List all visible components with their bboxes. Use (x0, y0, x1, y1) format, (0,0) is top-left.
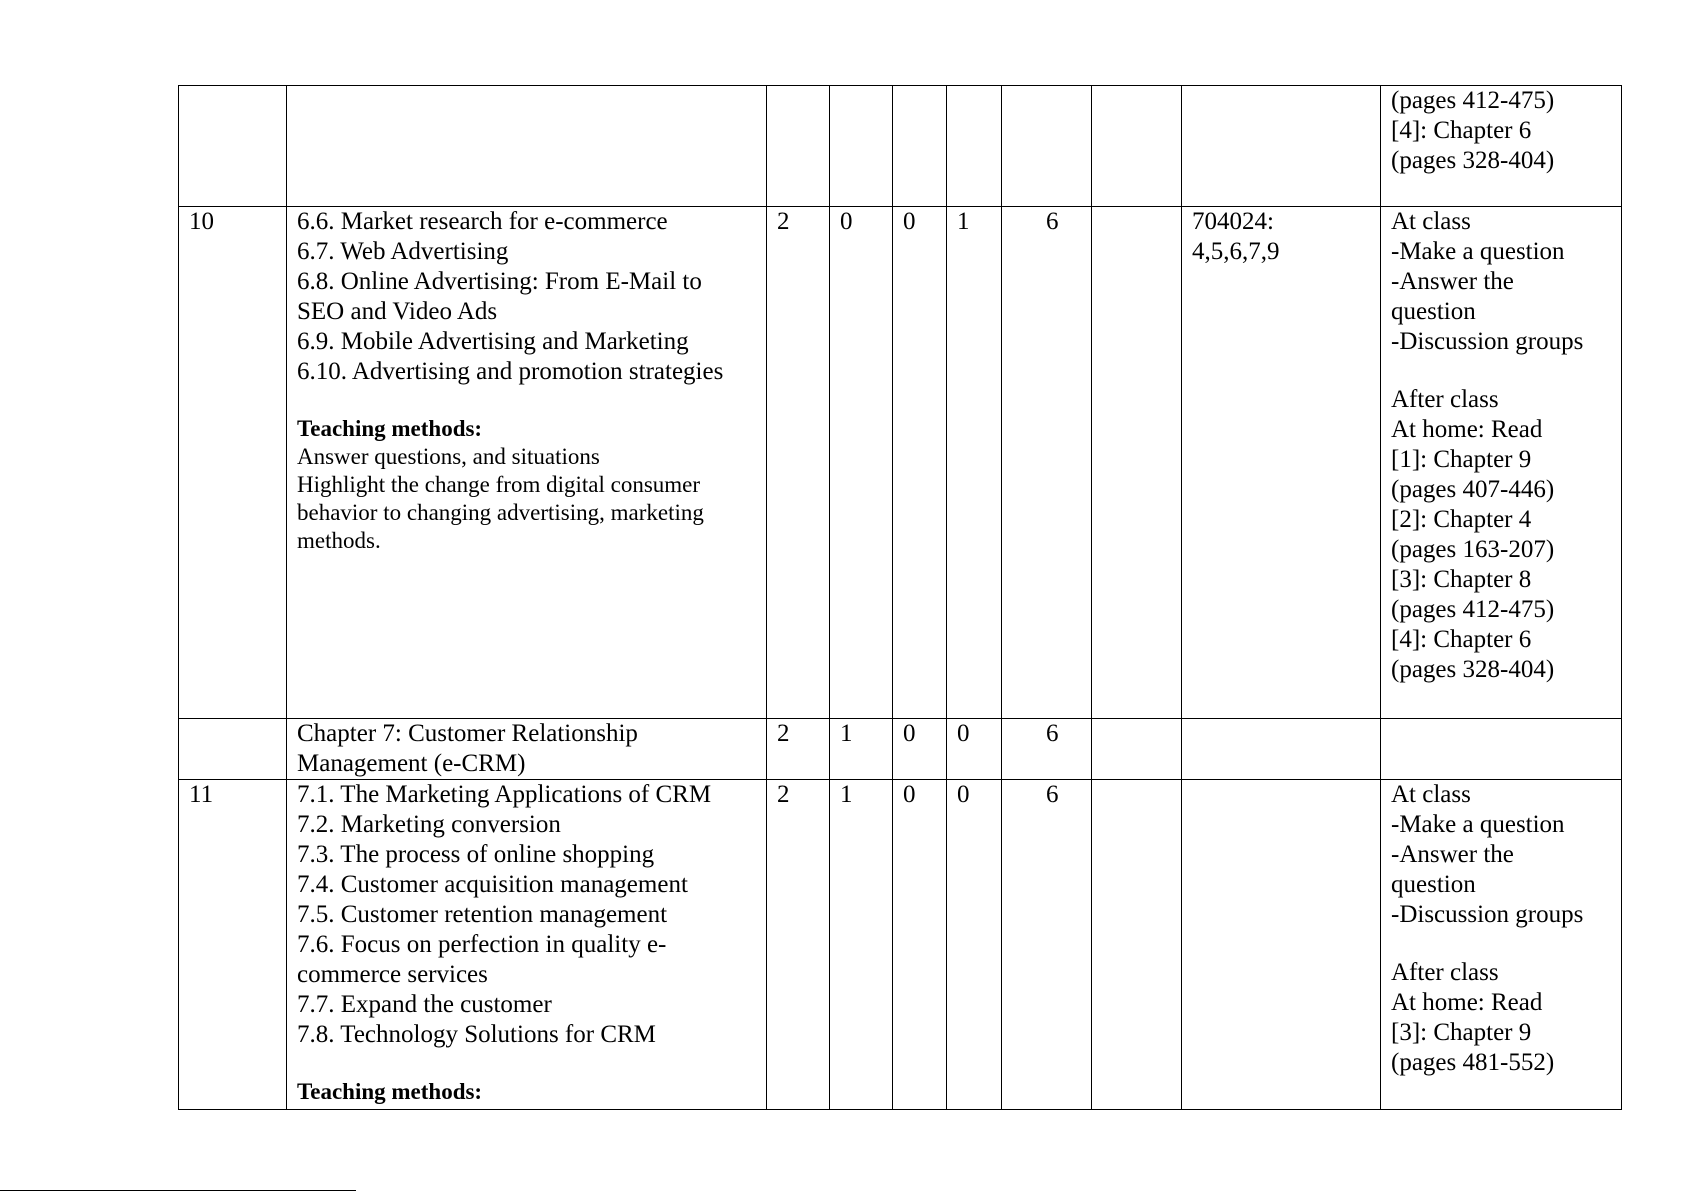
self-study-hours-cell: 6 (1002, 207, 1092, 719)
task-line: -Make a question (1391, 238, 1565, 265)
task-line: (pages 328-404) (1391, 147, 1555, 174)
lecture-hours-cell: 2 (767, 780, 830, 1110)
lab-hours-cell: 0 (893, 780, 947, 1110)
content-line: 7.5. Customer retention management (297, 901, 668, 928)
tasks-cell (1381, 719, 1622, 780)
task-line: [2]: Chapter 4 (1391, 506, 1532, 533)
content-line: 6.10. Advertising and promotion strategies (297, 358, 724, 385)
lecture-hours-cell: 2 (767, 719, 830, 780)
task-line: [1]: Chapter 9 (1391, 446, 1532, 473)
content-line: 7.3. The process of online shopping (297, 841, 655, 868)
lab-hours-cell (893, 86, 947, 207)
clo-line: 4,5,6,7,9 (1192, 238, 1280, 265)
content-line: 7.7. Expand the customer (297, 991, 552, 1018)
content-cell (287, 719, 767, 780)
teaching-methods-line: behavior to changing advertising, marketing (297, 500, 704, 525)
clo-cell (1182, 86, 1381, 207)
task-line: -Discussion groups (1391, 328, 1584, 355)
lecture-hours-cell (767, 86, 830, 207)
task-line: (pages 481-552) (1391, 1049, 1555, 1076)
task-line: (pages 328-404) (1391, 656, 1555, 683)
content-line: 7.8. Technology Solutions for CRM (297, 1021, 656, 1048)
self-study-hours-cell (1002, 86, 1092, 207)
task-line: question (1391, 871, 1476, 898)
chapter-title-line: Chapter 7: Customer Relationship (297, 720, 638, 747)
week-cell (179, 86, 287, 207)
task-line: (pages 407-446) (1391, 476, 1555, 503)
task-line: After class (1391, 386, 1499, 413)
task-line: [4]: Chapter 6 (1391, 117, 1532, 144)
other-cell (1092, 207, 1182, 719)
week-cell (179, 719, 287, 780)
content-line: 6.8. Online Advertising: From E-Mail to (297, 268, 702, 295)
chapter-title-line: Management (e-CRM) (297, 750, 526, 777)
tasks-cell (1381, 207, 1622, 719)
task-line: [4]: Chapter 6 (1391, 626, 1532, 653)
task-line: -Answer the (1391, 841, 1514, 868)
task-line: At home: Read (1391, 416, 1543, 443)
lecture-hours-cell: 2 (767, 207, 830, 719)
task-line: At class (1391, 208, 1471, 235)
other-cell (1092, 780, 1182, 1110)
week-cell: 10 (179, 207, 287, 719)
content-line: 6.9. Mobile Advertising and Marketing (297, 328, 689, 355)
other-cell (1092, 86, 1182, 207)
teaching-methods-line: methods. (297, 528, 381, 553)
content-cell (287, 86, 767, 207)
task-line: -Discussion groups (1391, 901, 1584, 928)
practice-hours-cell: 0 (947, 780, 1002, 1110)
task-line: [3]: Chapter 8 (1391, 566, 1532, 593)
clo-line: 704024: (1192, 208, 1274, 235)
self-study-hours-cell: 6 (1002, 780, 1092, 1110)
table-row (179, 86, 1622, 207)
task-line: (pages 412-475) (1391, 596, 1555, 623)
seminar-hours-cell: 1 (830, 780, 893, 1110)
week-cell: 11 (179, 780, 287, 1110)
seminar-hours-cell: 1 (830, 719, 893, 780)
tasks-cell (1381, 780, 1622, 1110)
task-line: (pages 412-475) (1391, 87, 1555, 114)
table-row (179, 207, 1622, 719)
task-line: At class (1391, 781, 1471, 808)
practice-hours-cell: 1 (947, 207, 1002, 719)
content-line: 6.6. Market research for e-commerce (297, 208, 668, 235)
lab-hours-cell: 0 (893, 207, 947, 719)
task-line: question (1391, 298, 1476, 325)
clo-cell (1182, 207, 1381, 719)
content-line: 6.7. Web Advertising (297, 238, 509, 265)
seminar-hours-cell (830, 86, 893, 207)
task-line: -Make a question (1391, 811, 1565, 838)
teaching-methods-line: Answer questions, and situations (297, 444, 600, 469)
clo-cell (1182, 780, 1381, 1110)
content-cell (287, 780, 767, 1110)
table-row (179, 780, 1622, 1110)
syllabus-table (178, 85, 1622, 1110)
task-line: -Answer the (1391, 268, 1514, 295)
teaching-methods-heading: Teaching methods: (297, 1079, 483, 1104)
content-cell (287, 207, 767, 719)
content-line: 7.6. Focus on perfection in quality e- (297, 931, 667, 958)
task-line: [3]: Chapter 9 (1391, 1019, 1532, 1046)
content-line: 7.1. The Marketing Applications of CRM (297, 781, 712, 808)
self-study-hours-cell: 6 (1002, 719, 1092, 780)
task-line: (pages 163-207) (1391, 536, 1555, 563)
content-line: 7.2. Marketing conversion (297, 811, 561, 838)
other-cell (1092, 719, 1182, 780)
content-line: commerce services (297, 961, 488, 988)
tasks-cell (1381, 86, 1622, 207)
content-line: 7.4. Customer acquisition management (297, 871, 688, 898)
table-row (179, 719, 1622, 780)
task-line: At home: Read (1391, 989, 1543, 1016)
seminar-hours-cell: 0 (830, 207, 893, 719)
content-line: SEO and Video Ads (297, 298, 498, 325)
teaching-methods-heading: Teaching methods: (297, 416, 483, 441)
clo-cell (1182, 719, 1381, 780)
lab-hours-cell: 0 (893, 719, 947, 780)
practice-hours-cell (947, 86, 1002, 207)
practice-hours-cell: 0 (947, 719, 1002, 780)
teaching-methods-line: Highlight the change from digital consumer (297, 472, 701, 497)
task-line: After class (1391, 959, 1499, 986)
